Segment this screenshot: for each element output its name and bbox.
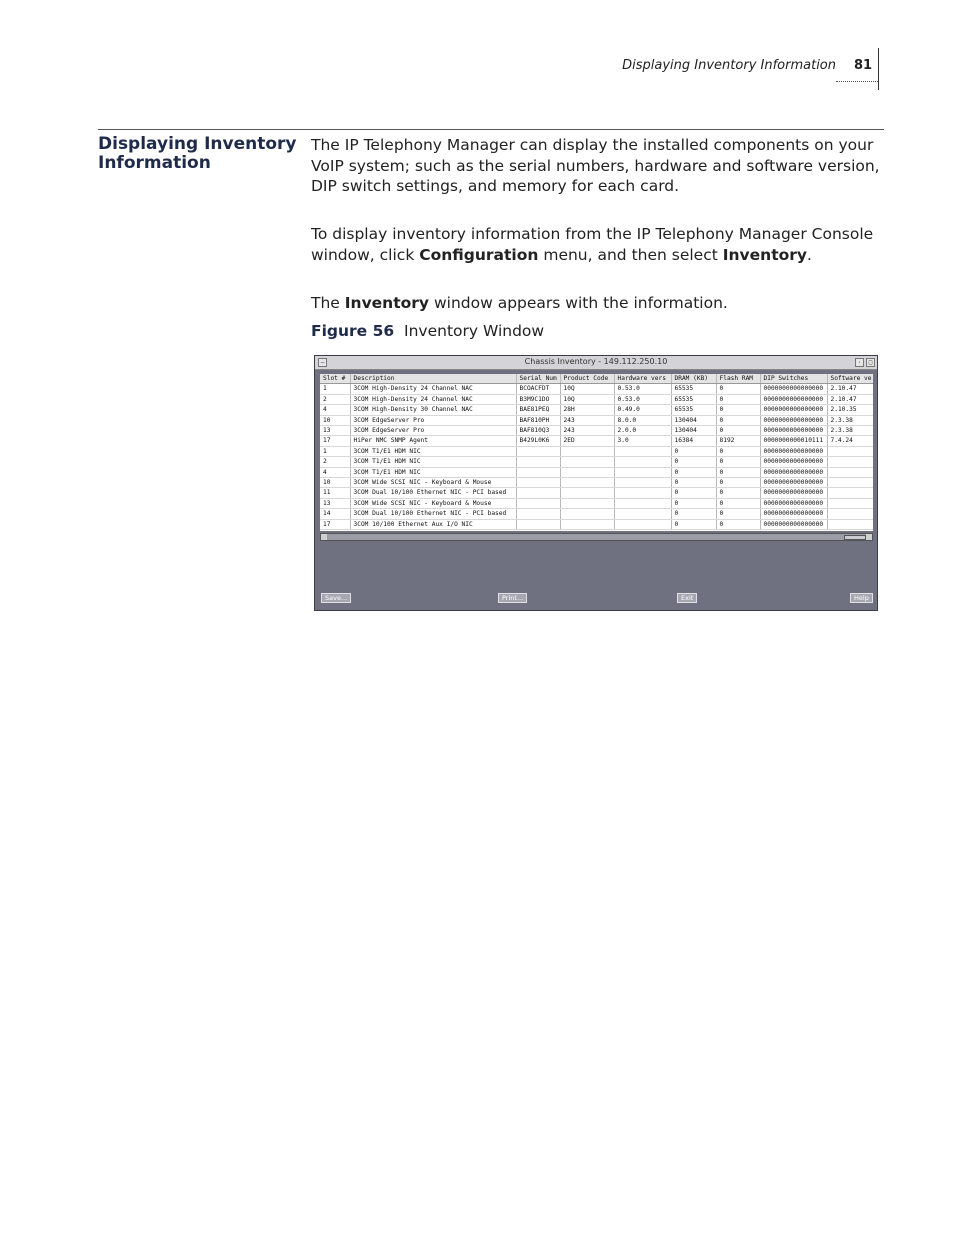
appears-text-1: The: [311, 294, 345, 312]
table-row[interactable]: [320, 478, 873, 488]
table-cell: 65535: [671, 384, 716, 394]
table-cell: 17: [320, 519, 350, 529]
table-cell: 2: [320, 394, 350, 404]
table-cell: [560, 467, 614, 477]
table-header-row: [320, 374, 873, 384]
column-header[interactable]: DIP Switches: [760, 374, 827, 384]
column-header[interactable]: Hardware vers: [614, 374, 671, 384]
table-cell: 7.4.24: [827, 436, 873, 446]
table-cell: 0: [671, 509, 716, 519]
maximize-icon[interactable]: □: [866, 358, 875, 367]
figure-caption: [311, 322, 544, 340]
table-row[interactable]: [320, 415, 873, 425]
table-cell: [827, 488, 873, 498]
table-cell: [560, 519, 614, 529]
table-cell: 8.0.0: [614, 415, 671, 425]
scroll-right-icon[interactable]: [866, 534, 872, 540]
table-cell: 0.53.0: [614, 394, 671, 404]
table-cell: [516, 509, 560, 519]
table-cell: 0: [716, 405, 760, 415]
table-cell: 10Q: [560, 394, 614, 404]
instr-bold-configuration: Configuration: [419, 245, 539, 264]
table-cell: [560, 509, 614, 519]
table-cell: B3M9C1DO: [516, 394, 560, 404]
column-header[interactable]: Software ve: [827, 374, 873, 384]
column-header[interactable]: Description: [350, 374, 516, 384]
horizontal-scrollbar[interactable]: [320, 533, 873, 541]
table-cell: 243: [560, 426, 614, 436]
table-cell: 0: [716, 498, 760, 508]
table-cell: 8192: [716, 436, 760, 446]
table-cell: 0: [671, 457, 716, 467]
table-cell: 0.49.0: [614, 405, 671, 415]
table-cell: [516, 498, 560, 508]
table-cell: 17: [320, 436, 350, 446]
window-titlebar: [315, 356, 877, 370]
scrollbar-thumb[interactable]: [844, 535, 866, 540]
window-title: Chassis Inventory - 149.112.250.10: [524, 357, 668, 366]
table-cell: 130404: [671, 415, 716, 425]
page-number: 81: [854, 58, 873, 73]
table-cell: 2: [320, 457, 350, 467]
table-cell: 3COM T1/E1 HDM NIC: [350, 446, 516, 456]
column-header[interactable]: Product Code: [560, 374, 614, 384]
instr-bold-inventory: Inventory: [722, 245, 808, 264]
table-cell: 3COM Wide SCSI NIC - Keyboard & Mouse: [350, 498, 516, 508]
running-head-title: Displaying Inventory Information: [622, 58, 836, 73]
table-cell: 10: [320, 478, 350, 488]
table-cell: 0000000000000000: [760, 478, 827, 488]
table-cell: 0: [716, 446, 760, 456]
table-cell: 0: [716, 467, 760, 477]
table-cell: 0: [716, 488, 760, 498]
table-cell: 14: [320, 509, 350, 519]
table-cell: 0: [716, 415, 760, 425]
table-cell: 0: [716, 509, 760, 519]
table-cell: [614, 498, 671, 508]
table-cell: BCOACFDT: [516, 384, 560, 394]
figure-label: Figure 56: [311, 322, 395, 340]
table-cell: 0: [716, 478, 760, 488]
window-menu-icon[interactable]: –: [318, 358, 327, 367]
help-button[interactable]: Help: [850, 593, 873, 603]
table-cell: 0.53.0: [614, 384, 671, 394]
table-cell: 0000000000000000: [760, 415, 827, 425]
table-cell: 0: [671, 446, 716, 456]
table-cell: 3COM High-Density 24 Channel NAC: [350, 384, 516, 394]
inventory-table-container: [320, 374, 873, 531]
table-cell: [614, 509, 671, 519]
table-cell: 0: [671, 467, 716, 477]
table-cell: 3COM 10/100 Ethernet Aux I/O NIC: [350, 519, 516, 529]
column-header[interactable]: Serial Num: [516, 374, 560, 384]
table-cell: [614, 467, 671, 477]
table-cell: BAF810Q3: [516, 426, 560, 436]
table-cell: [560, 457, 614, 467]
paragraph-instructions: [311, 224, 886, 265]
column-header[interactable]: DRAM (KB): [671, 374, 716, 384]
section-rule: [98, 129, 884, 130]
appears-text-2: window appears with the information.: [429, 294, 728, 312]
table-cell: [827, 446, 873, 456]
table-row[interactable]: [320, 436, 873, 446]
table-cell: 11: [320, 488, 350, 498]
appears-bold-inventory: Inventory: [344, 294, 430, 312]
table-cell: [516, 446, 560, 456]
table-cell: 28H: [560, 405, 614, 415]
table-cell: 0000000000000000: [760, 488, 827, 498]
section-title: Displaying Inventory Information: [98, 134, 297, 173]
table-cell: 0: [716, 457, 760, 467]
scroll-left-icon[interactable]: [321, 534, 327, 540]
table-cell: [827, 519, 873, 529]
table-cell: [516, 519, 560, 529]
table-cell: [516, 467, 560, 477]
table-cell: 10Q: [560, 384, 614, 394]
table-cell: 0: [671, 519, 716, 529]
paragraph-window-appears: [311, 293, 886, 314]
table-cell: 3COM T1/E1 HDM NIC: [350, 467, 516, 477]
minimize-icon[interactable]: ·: [855, 358, 864, 367]
table-row[interactable]: [320, 509, 873, 519]
table-cell: 3.0: [614, 436, 671, 446]
table-cell: 2.10.47: [827, 384, 873, 394]
paragraph-instructions-text: [311, 224, 886, 265]
table-cell: 2.3.38: [827, 426, 873, 436]
table-row[interactable]: [320, 488, 873, 498]
table-cell: 0000000000000000: [760, 394, 827, 404]
table-cell: 16384: [671, 436, 716, 446]
table-cell: [827, 478, 873, 488]
header-dotted-rule: [836, 81, 878, 83]
table-cell: 3COM Dual 10/100 Ethernet NIC - PCI based: [350, 488, 516, 498]
save-button[interactable]: Save...: [321, 593, 351, 603]
table-cell: [827, 509, 873, 519]
table-cell: 2.10.35: [827, 405, 873, 415]
table-cell: 0000000000000000: [760, 405, 827, 415]
table-cell: HiPer NMC SNMP Agent: [350, 436, 516, 446]
instr-text-1: To display inventory information from the IP Telephony Manager Console window, click: [311, 225, 874, 264]
table-body: [320, 384, 873, 530]
table-cell: [560, 446, 614, 456]
table-cell: [560, 488, 614, 498]
table-cell: [614, 457, 671, 467]
table-cell: [614, 478, 671, 488]
table-cell: 0000000000000000: [760, 498, 827, 508]
table-cell: 10: [320, 415, 350, 425]
table-row[interactable]: [320, 426, 873, 436]
table-cell: 1: [320, 446, 350, 456]
table-cell: 0: [716, 519, 760, 529]
table-cell: 0: [671, 498, 716, 508]
table-cell: [560, 478, 614, 488]
table-cell: 3COM High-Density 30 Channel NAC: [350, 405, 516, 415]
table-cell: 4: [320, 467, 350, 477]
table-cell: 3COM EdgeServer Pro: [350, 426, 516, 436]
paragraph-intro: [311, 135, 886, 197]
table-cell: [827, 457, 873, 467]
table-cell: 4: [320, 405, 350, 415]
table-cell: 0000000000000000: [760, 446, 827, 456]
inventory-table: [320, 374, 873, 530]
table-cell: 3COM High-Density 24 Channel NAC: [350, 394, 516, 404]
column-header[interactable]: Flash RAM: [716, 374, 760, 384]
table-row[interactable]: [320, 498, 873, 508]
table-cell: [516, 457, 560, 467]
instr-text-3: .: [807, 245, 812, 264]
table-row[interactable]: [320, 457, 873, 467]
table-row[interactable]: [320, 384, 873, 394]
table-cell: 3COM EdgeServer Pro: [350, 415, 516, 425]
table-cell: 0: [671, 478, 716, 488]
table-cell: 0: [716, 426, 760, 436]
table-row[interactable]: [320, 405, 873, 415]
table-cell: 0: [671, 488, 716, 498]
table-cell: 1: [320, 384, 350, 394]
table-cell: 0000000000000000: [760, 384, 827, 394]
table-cell: 0000000000000000: [760, 457, 827, 467]
table-cell: 2.10.47: [827, 394, 873, 404]
figure-caption-text: Inventory Window: [404, 322, 545, 340]
instr-text-2: menu, and then select: [538, 245, 723, 264]
table-cell: 0000000000000000: [760, 426, 827, 436]
table-cell: 2.3.38: [827, 415, 873, 425]
table-row[interactable]: [320, 519, 873, 529]
paragraph-window-appears-text: [311, 293, 886, 314]
table-cell: 243: [560, 415, 614, 425]
table-cell: 13: [320, 426, 350, 436]
table-cell: [516, 488, 560, 498]
table-cell: [560, 498, 614, 508]
table-cell: 2.0.0: [614, 426, 671, 436]
table-row[interactable]: [320, 467, 873, 477]
table-cell: 13: [320, 498, 350, 508]
column-header[interactable]: Slot #: [320, 374, 350, 384]
table-cell: 0000000000000000: [760, 467, 827, 477]
table-cell: 2ED: [560, 436, 614, 446]
table-cell: [614, 519, 671, 529]
table-cell: 0: [716, 394, 760, 404]
table-cell: [827, 467, 873, 477]
table-cell: 0000000000010111: [760, 436, 827, 446]
table-cell: B429L0K6: [516, 436, 560, 446]
table-cell: 65535: [671, 405, 716, 415]
table-cell: BAF810PH: [516, 415, 560, 425]
table-cell: 3COM Wide SCSI NIC - Keyboard & Mouse: [350, 478, 516, 488]
table-cell: 0: [716, 384, 760, 394]
inventory-window: [314, 355, 878, 611]
table-cell: [827, 498, 873, 508]
exit-button[interactable]: Exit: [677, 593, 697, 603]
table-cell: 65535: [671, 394, 716, 404]
table-row[interactable]: [320, 446, 873, 456]
table-cell: [614, 446, 671, 456]
header-vertical-rule: [878, 48, 879, 90]
table-cell: [516, 478, 560, 488]
table-cell: 130404: [671, 426, 716, 436]
table-cell: 3COM Dual 10/100 Ethernet NIC - PCI based: [350, 509, 516, 519]
table-cell: 0000000000000000: [760, 509, 827, 519]
print-button[interactable]: Print...: [498, 593, 527, 603]
paragraph-intro-text: The IP Telephony Manager can display the installed components on your VoIP system; such as the serial numbers, hardware and software version, DIP switch settings, and memory for each card.: [311, 136, 880, 195]
table-cell: [614, 488, 671, 498]
table-cell: 3COM T1/E1 HDM NIC: [350, 457, 516, 467]
table-row[interactable]: [320, 394, 873, 404]
table-cell: BAE81PEQ: [516, 405, 560, 415]
table-cell: 0000000000000000: [760, 519, 827, 529]
